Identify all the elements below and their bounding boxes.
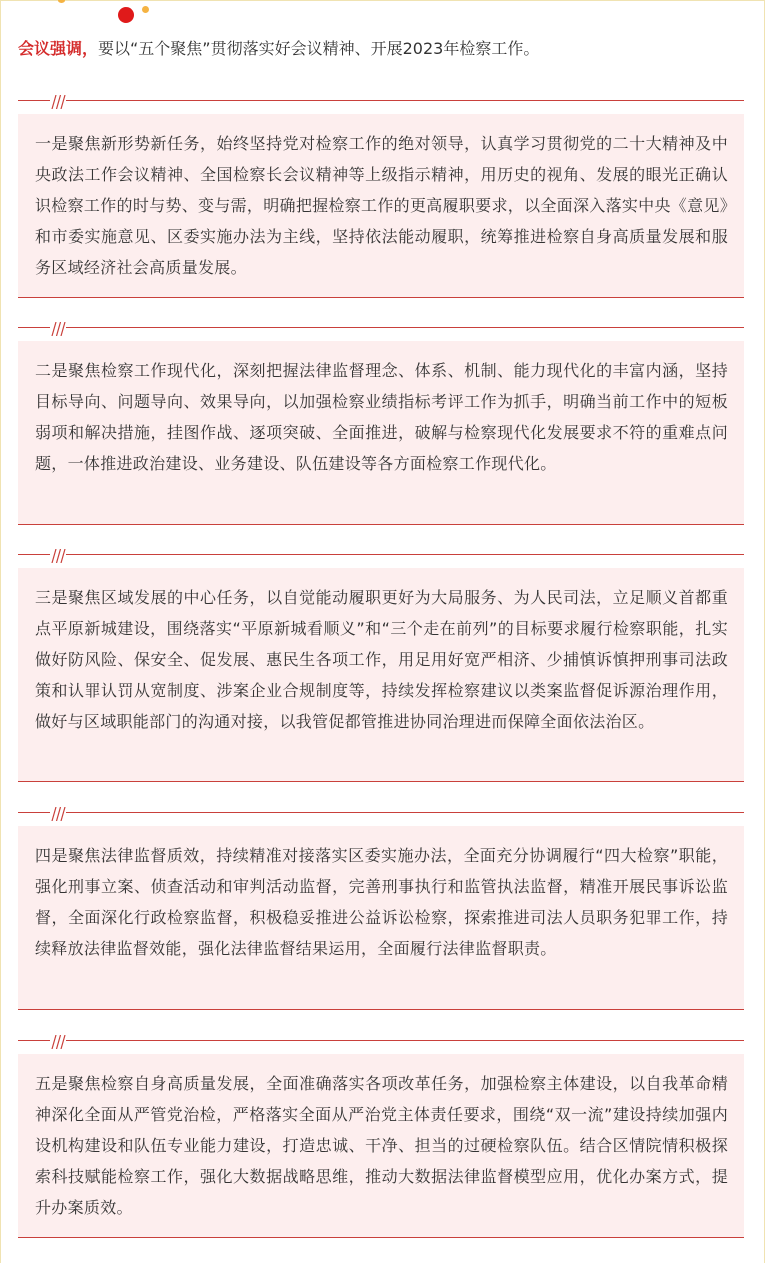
decor-dot-orange-right: [142, 6, 149, 13]
double-slash-icon: [50, 94, 66, 108]
section-separator: [18, 1034, 744, 1048]
intro-lead: 会议强调，: [18, 39, 99, 58]
section-text-3: 三是聚焦区域发展的中心任务，以自觉能动履职更好为大局服务、为人民司法，立足顺义首都重点平原新城建设，围绕落实“平原新城看顺义”和“三个走在前列”的目标要求履行检察职能，扎实做好防风险、保安全、促发展、惠民生各项工作，用足用好宽严相济、少捕慎诉慎押刑事司法政策和认罪认罚从宽制度、涉案企业合规制度等，持续发挥检察建议以类案监督促诉源治理作用，做好与区域职能部门的沟通对接，以我管促都管推进协同治理进而保障全面依法治区。: [35, 588, 728, 731]
section-text-5: 五是聚焦检察自身高质量发展，全面准确落实各项改革任务，加强检察主体建设，以自我革命精神深化全面从严管党治检，严格落实全面从严治党主体责任要求，围绕“双一流”建设持续加强内设机构建设和队伍专业能力建设，打造忠诚、干净、担当的过硬检察队伍。结合区情院情积极探索科技赋能检察工作，强化大数据战略思维，推动大数据法律监督模型应用，优化办案方式，提升办案质效。: [35, 1074, 728, 1217]
double-slash-icon: [50, 548, 66, 562]
section-separator: [18, 806, 744, 820]
section-box-4: [18, 826, 744, 1010]
section-box-1: [18, 114, 744, 298]
section-text-4: 四是聚焦法律监督质效，持续精准对接落实区委实施办法，全面充分协调履行“四大检察”职能，强化刑事立案、侦查活动和审判活动监督，完善刑事执行和监管执法监督，精准开展民事诉讼监督，全面深化行政检察监督，积极稳妥推进公益诉讼检察，探索推进司法人员职务犯罪工作，持续释放法律监督效能，强化法律监督结果运用，全面履行法律监督职责。: [35, 846, 728, 958]
section-box-3: [18, 568, 744, 782]
section-separator: [18, 548, 744, 562]
section-separator: [18, 94, 744, 108]
intro-paragraph: [18, 38, 539, 60]
section-text-1: 一是聚焦新形势新任务，始终坚持党对检察工作的绝对领导，认真学习贯彻党的二十大精神及中央政法工作会议精神、全国检察长会议精神等上级指示精神，用历史的视角、发展的眼光正确认识检察工作的时与势、变与需，明确把握检察工作的更高履职要求，以全面深入落实中央《意见》和市委实施意见、区委实施办法为主线，坚持依法能动履职，统筹推进检察自身高质量发展和服务区域经济社会高质量发展。: [35, 134, 728, 277]
section-box-2: [18, 341, 744, 525]
double-slash-icon: [50, 321, 66, 335]
section-text-2: 二是聚焦检察工作现代化，深刻把握法律监督理念、体系、机制、能力现代化的丰富内涵，坚持目标导向、问题导向、效果导向，以加强检察业绩指标考评工作为抓手，明确当前工作中的短板弱项和解决措施，挂图作战、逐项突破、全面推进，破解与检察现代化发展要求不符的重难点问题，一体推进政治建设、业务建设、队伍建设等各方面检察工作现代化。: [35, 361, 728, 473]
intro-text: 要以“五个聚焦”贯彻落实好会议精神、开展2023年检察工作。: [98, 39, 540, 58]
section-separator: [18, 321, 744, 335]
decor-dot-red: [118, 7, 134, 23]
section-box-5: [18, 1054, 744, 1238]
double-slash-icon: [50, 1034, 66, 1048]
double-slash-icon: [50, 806, 66, 820]
